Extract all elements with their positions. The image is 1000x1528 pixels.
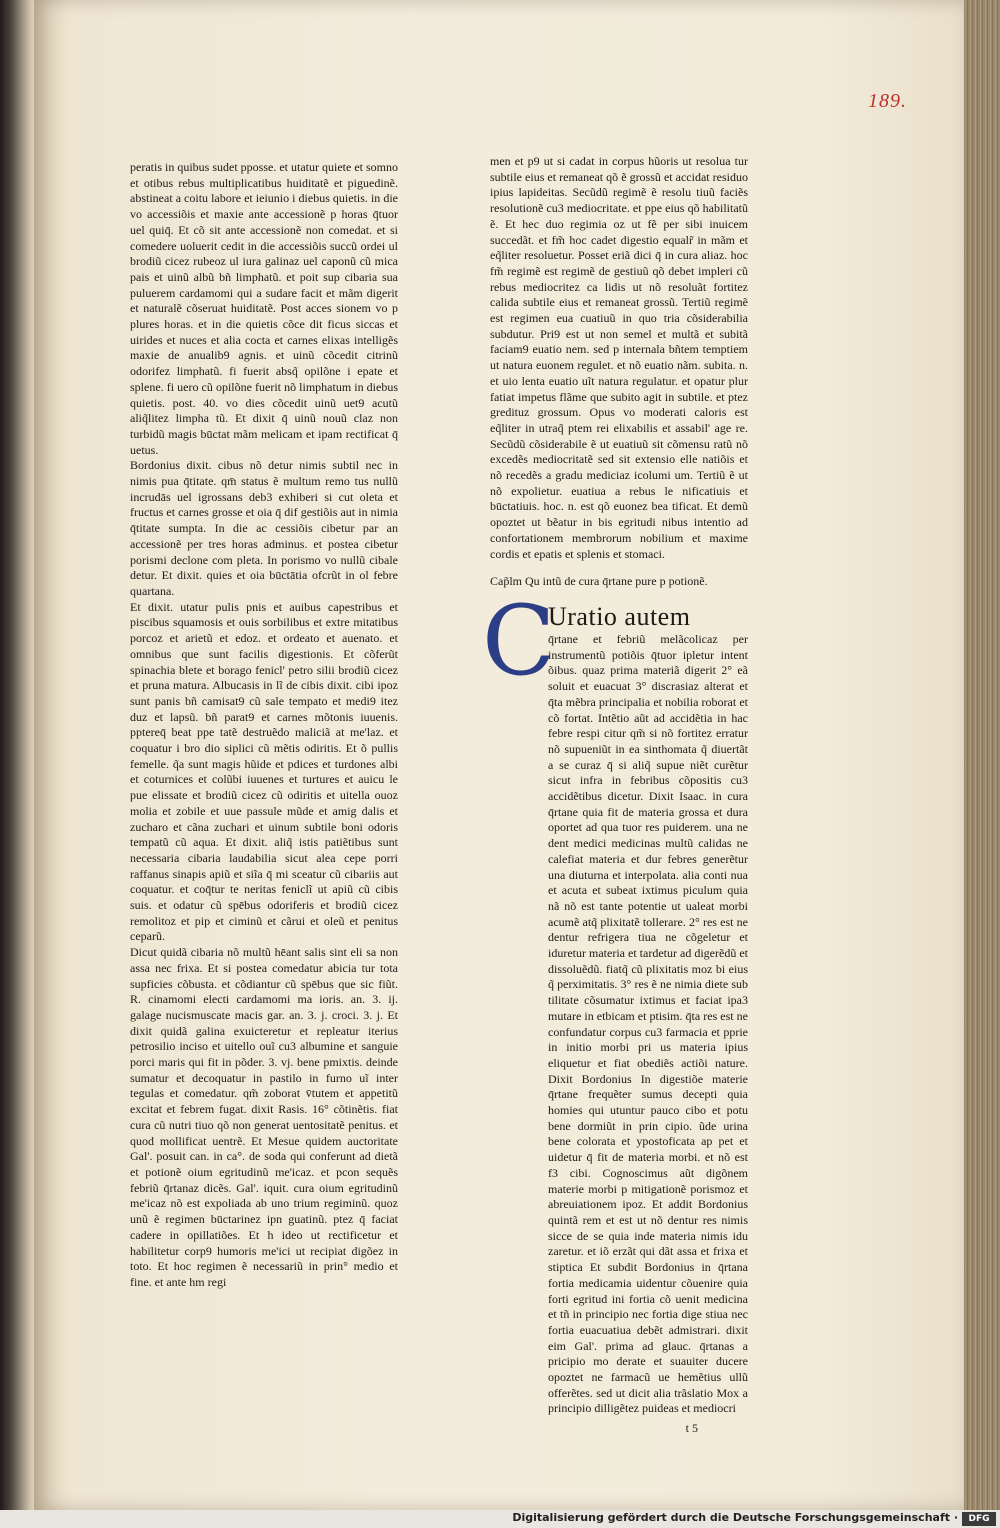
- folio-number: 189.: [868, 90, 907, 112]
- left-column: [130, 160, 398, 1291]
- binding-gutter: [0, 0, 36, 1510]
- incipit-block: [482, 584, 748, 697]
- left-paragraph: Bordonius dixit. cibus nõ detur nimis subtil nec in nimis pua q̄titate. qm̄ status ẽ multum remo tus nullũ incrudās uel igrossans deb3 exhiberi si cut oleta et fructus et carnes grosse et oia q̄ dif gestiõis aut in nimia q̄titate sumpta. In die ac cessiõis cibetur par an accessionẽ per tres horas adminus. et postea cibetur porismi declone com pleta. In porismo vo nullũ cibale detur. Et dixit. quies et oia būctātia ofcrũt in ol febre quartana.: [130, 458, 398, 598]
- incipit-text: Uratio autem: [548, 601, 691, 631]
- left-paragraph: peratis in quibus sudet pposse. et utatur quiete et somno et otibus rebus multiplicatibus huiditatẽ et piguedinẽ. abstineat a coitu labore et ieiunio i diebus quietis. in die vo accessiõis et maxie ante accessionẽ p horas q̄tuor uel quiq̄. Et cõ sit ante accessionẽ non comedat. et si comedere uoluerit cedit in die accessiõis succũ ordei ul brodiũ cicez rubeoz ul iura galinaz uel caponũ cũ mica pais et uinũ albũ bñ limphatũ. et poit sup cibaria sua puluerem cardamomi qui a sudare facit et mãm digerit et naturalẽ cõseruat huiditatẽ. Post acces sionem vo p plures horas. et in die quietis cõce dit ficus siccas et uirides et nuces et alia cocta et carnes elixas intelligẽs maxie de anualib9 agnis. et uinũ cõcedit citrinũ odorifez limphatũ. fi fuerit absq̃ opilõne i epate et splene. fi uero cũ opilõne fuerit nõ limphatum in diebus quietis. post. 40. vo dies cõcedit uinũ uet9 acutũ aliq̃litez limpha tũ. Et dixit q̄ uinũ nouũ claz non turbidũ magis būctat mãm melicam et ipam rectificat q̄ uetus.: [130, 160, 398, 457]
- footer-bar: [0, 1510, 1000, 1528]
- funding-notice: Digitalisierung gefördert durch die Deutsche Forschungsgemeinschaft ·: [512, 1511, 958, 1524]
- decorated-initial-letter: C: [482, 584, 556, 697]
- right-paragraph-top: men et p9 ut si cadat in corpus hũoris ut resolua tur subtile eius et remaneat qõ ẽ grossũ et accidat residuo ipius lapideitas. Secũdũ regimẽ ẽ resolu tiuũ faciẽs resolutionẽ cu3 mediocritate. et ppe eius qõ habilitatũ ẽ. Et hec duo regimia oz ut fẽ per sibi inuicem succedãt. et fm̃ hoc cadet digestio equalr̃ in mãm et eq̃liter resoluetur. Posset eriã dici q̄ in cura aliaz. hoc fm̃ regimẽ est regimẽ de gestiuũ qõ debet impleri cũ rebus mediocritez ca lidis ut nõ resoluãt fortitez calida subtile eius et remaneat grossũ. Tertiũ regimẽ est regimen eua cuatiuũ in quo tria cõsiderabilia subdutur. Pri9 est ut non semel et multã et subitã faciam9 euatio nem. sed p internala bñtem temptiem ut natura euonem regulet. et nõ euatio nãm. subita. n. et uio lenta euatio uĩt natura regulatur. et opatur plur fatiat impetus flãme que subito agit in subtile. et ptez gredituz grossum. Opus vo moderati caloris est eq̃liter in utraq̃ ptem rei elixabilis et assabil' age re. Secũdũ cõsiderabile ẽ ut euatiuũ sit cõmensu ratũ nõ excedẽs mediocritatẽ sed sit extensio elle natiõis et nõ recedẽs a gradu mediciaz icolumi um. Tertiũ ẽ ut nõ expolietur. euatiua a rebus le nificatiuis et būctatiuis. hoc. n. est qõ euonez bea tificat. Et demũ opoztet ut bẽatur in bis egritudi nibus intentio ad confortationem membrorum nobilium et maxime cordis et epatis et splenis et stomaci.: [490, 154, 748, 561]
- dfg-logo: DFG: [962, 1512, 996, 1526]
- chapter-heading: Cap̃lm Qu intũ de cura q̄rtane pure p potionẽ.: [490, 574, 708, 589]
- left-paragraph: Dicut quidã cibaria nõ multũ hēant salis sint eli sa non assa nec frixa. Et si postea comedatur abicia tur tota supficies cõbusta. et cõdiantur cũ spēbus que sic fiũt. R. cinamomi electi cardamomi ma ioris. an. 3. ij. galage nucismuscate macis gar. an. 3. j. croci. 3. j. Et dixit quidã galina exuicteretur et repleatur iterius petrosilio inciso et uitello ouĩ cu3 albumine et sanguie porci maris qui fit in põder. 3. vj. bene pmixtis. deinde sumatur et decoquatur in pastilo in furno uĩ inter tegulas et comedatur. qm̃ zoborat v̄tutem et appetitũ excitat et febrem fugat. dixit Rasis. 16° cõtinẽtis. fiat cura cũ nutri tiuo qõ non generat uentositatẽ penitus. et quod mollificat uentrẽ. Et Mesue quidem auctoritate Gal'. posuit can. in ca°. de soda qui conferunt ad dietã et potionẽ oium egritudinũ me'icaz. et pcon sequẽs febriũ q̄rtanaz dicẽs. Gal'. iquit. cura oium egritudinũ me'icaz nõ est expoliada ab uno trium regiminũ. quoz unũ ẽ regimen būctarinez ipn guatinũ. ptez q̄ faciat cadere in opillatiões. Et h ideo ut rectificetur et habilitetur corp9 humoris me'ici ut recipiat digõez in toto. Et hoc regimen ẽ necessariũ in prin° medio et fine. et ante hm regi: [130, 945, 398, 1289]
- signature-mark: t 5: [685, 1421, 698, 1436]
- page-edges: [964, 0, 1000, 1510]
- left-paragraph: Et dixit. utatur pulis pnis et auibus capestribus et piscibus squamosis et ouis sorbilibus et extre mitatibus porcoz et arietũ et edoz. et ordeato et auenato. et omnibus que sunt facilis digestionis. Et cõferũt spinachia blete et borago fenicl' petro silii brodiũ cicez et pruna matura. Albucasis in lĩ de cibis dixit. cibi ipoz sunt panis bñ camisat9 cũ sale tempato et medi9 itez duz et lapsũ. bñ parat9 et carnes mõtonis iuuenis. pptereq̄ beat ppe tatẽ destruẽdo maliciã at me'laz. et coquatur i bro dio siplici cũ mẽtis odiritis. Et õ pullis femelle. q̃a sunt magis hũide et pdices et turdones albi et coturnices et colũbi iuuenes et turtures et auicu le pue elissate et brodiũ cicez cũ odiritis et uitella ouoz molia et zobile et uue passule mũde et amig dalis et zucharo et cãna zuchari et uinum subtile boni odoris tempatũ cũ aqua. Et dixit. aliq̃ istis patiẽtibus sunt necessaria cibaria laudabilia sicut alea cepe porri raffanus sinapis apiũ et siĩa q̄ mi sceatur cũ cibariis aut coquatur. et coq̄tur te neritas feniclĩ ut apiũ cũ cibis suis. et odatur cũ spēbus odoriferis et brodiũ cicez remolitoz et pip et ciminũ et cãrui et oleũ et penitus ceparũ.: [130, 599, 398, 944]
- right-paragraph: q̄rtane et febriũ melãcolicaz per instrumentũ potiõis q̄tuor ipletur intent õibus. quaz prima materiã digerit 2° eã soluit et euacuat 3° discrasiaz alterat et q̄ta mẽbra principalia et nobilia roborat et cõ fortat. Intẽtio aũt ad accidẽtia in hac febre respi citur qm̃ si nõ fortitez erratur nõ supueniũt in ea sinthomata q̃ diuertãt a se curaz q̄ si aliq̃ supue niẽt curẽtur sicut infra in febribus cõpositis cu3 accidẽtibus dicetur. Dixit Isaac. in cura q̄rtane quia fit de materia grossa et dura oportet ad qua tuor res puiderem. una ne dent medici medicinas multũ calidas ne calefiat materia et dur febres generẽtur una diuturna et interpolata. alia conti nua et acuta et subeat ixtimus piculum quia nã nõ est tante potentie ut ualeat morbi acumẽ atq̃ plixitatẽ tollerare. 2° res est ne dentur refrigera tiua ne cõgeletur et iduretur materia et tardetur ad digerẽdũ et dissoluẽdũ. fiatq̃ cũ plixitatis moz bi eius q̃ perximitatis. 3° res ẽ ne nimia diete sub tilitate cõsumatur ixtimus et faciat ipa3 mutare in etbicam et ptisim. q̄ta res est ne confundatur corpus cu3 farmacia et pprie in initio morbi pri us materia ipius eliquetur et fiat obediẽs actiõi nature. Dixit Bordonius In digestiõe materie q̄rtane frequẽter sumus decepti quia homies qui utuntur pauco cibo et potu bene dormiũt in prin cipio. ũde urina bene colorata et ypostoficata ap pet et uidetur q̄ fit de materia morbi. et nõ est f3 cibi. Cognoscimus aũt digõnem materie morbi p mitigationẽ porismoz et abreuiationem ipoz. Et addit Bordonius quintã rem et est ut nõ dentur res nimis sicce de se quia inde materia nimis idu zaretur. et iõ erzãt qui dãt assa et frixa et stiptica Et subdit Bordonius in q̄rtana fortia medicamia uidentur cõuenire quia forti egritud ini fortia cõ uenit medicina et tñ in principio nec fortia dige stiua nec fortia euacuatiua debẽt admistrari. dixit eim Gal'. prima ad glauc. q̄rtanas a pricipio mo derate et suauiter ducere opoztet ne farmacũ ue hemẽtius ullũ offerẽtes. sed ut dicit alia trãslatio Mox a principio dilligẽtez puideas et mediocri: [548, 631, 748, 1416]
- right-column: [482, 154, 748, 1437]
- chapter-body: [490, 632, 748, 1417]
